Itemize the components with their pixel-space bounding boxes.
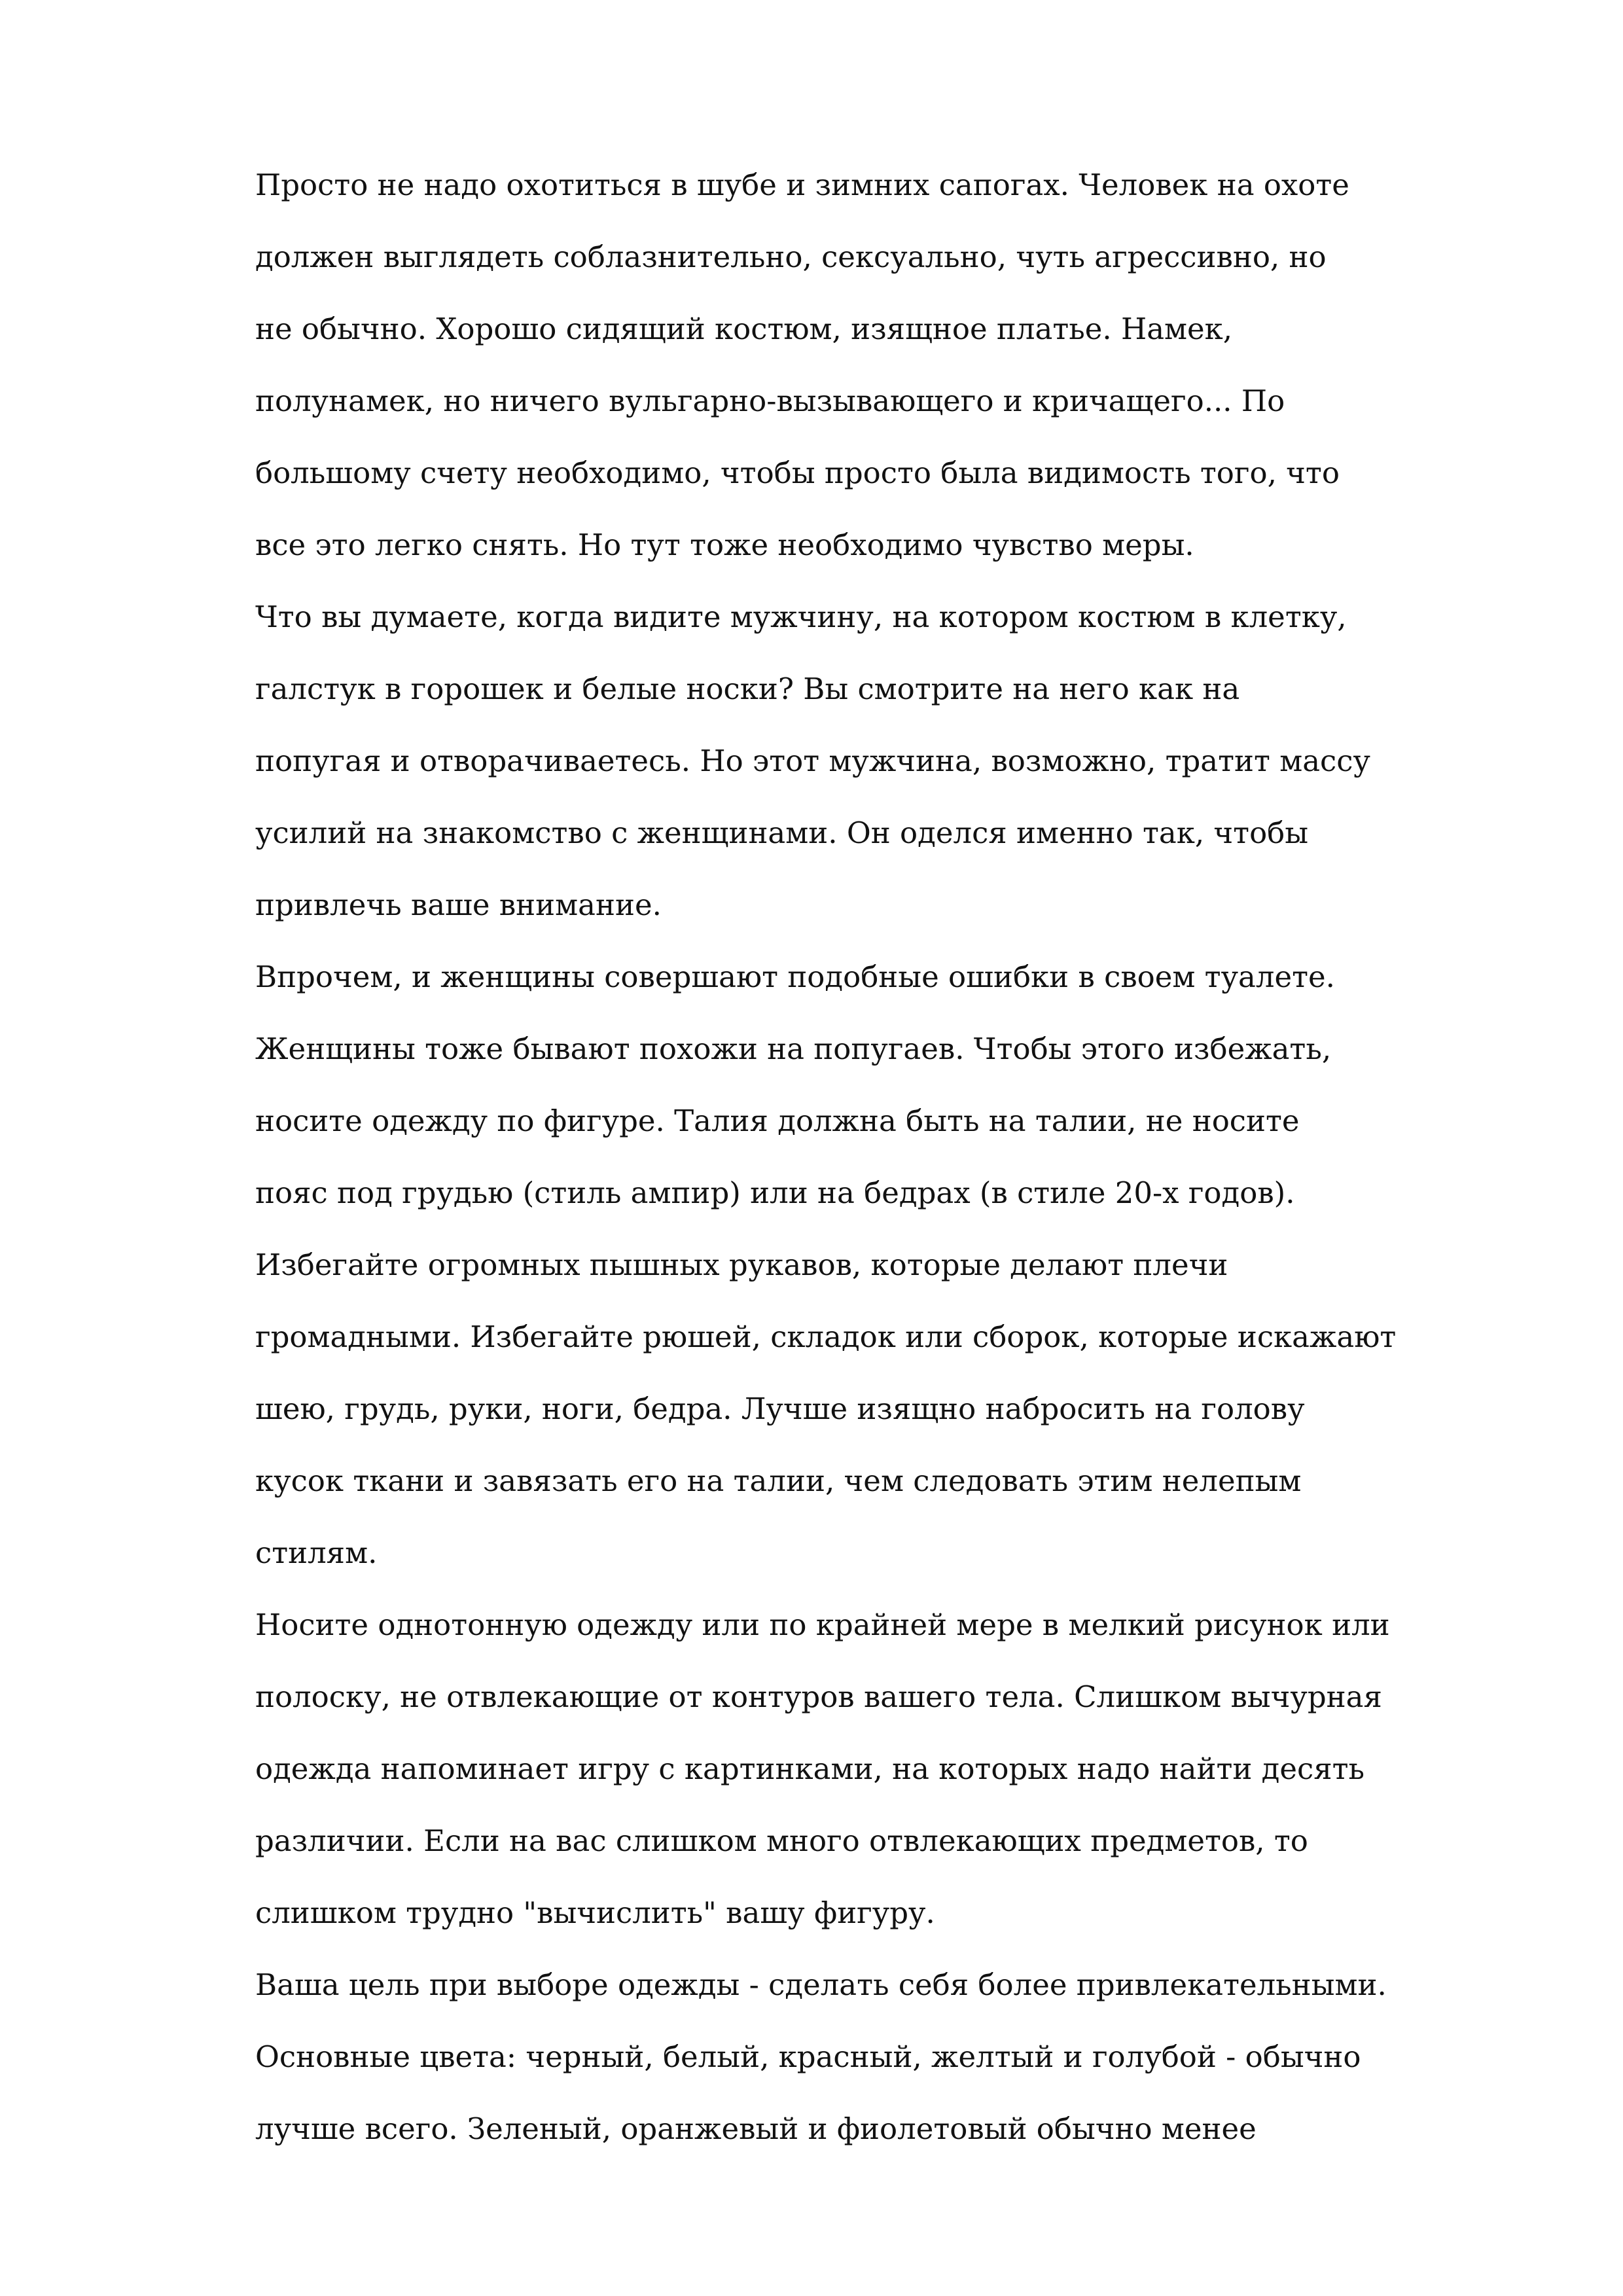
text-line: кусок ткани и завязать его на талии, чем следовать этим нелепым: [255, 1463, 1302, 1498]
text-line: все это легко снять. Но тут тоже необходимо чувство меры.: [255, 528, 1194, 562]
body-text: [255, 149, 1433, 2165]
text-line: должен выглядеть соблазнительно, сексуально, чуть агрессивно, но: [255, 240, 1327, 274]
text-line: галстук в горошек и белые носки? Вы смотрите на него как на: [255, 672, 1240, 706]
text-line: полунамек, но ничего вульгарно-вызывающего и кричащего... По: [255, 384, 1285, 418]
text-line: большому счету необходимо, чтобы просто была видимость того, что: [255, 456, 1340, 490]
text-line: стилям.: [255, 1535, 378, 1570]
text-line: Основные цвета: черный, белый, красный, желтый и голубой - обычно: [255, 2039, 1361, 2074]
text-line: пояс под грудью (стиль ампир) или на бедрах (в стиле 20-х годов).: [255, 1175, 1295, 1210]
text-line: слишком трудно "вычислить" вашу фигуру.: [255, 1895, 935, 1930]
text-line: Ваша цель при выборе одежды - сделать себя более привлекательными.: [255, 1967, 1387, 2002]
text-line: громадными. Избегайте рюшей, складок или сборок, которые искажают: [255, 1319, 1397, 1354]
text-line: усилий на знакомство с женщинами. Он оделся именно так, чтобы: [255, 816, 1309, 850]
text-line: носите одежду по фигуре. Талия должна быть на талии, не носите: [255, 1103, 1300, 1138]
text-line: лучше всего. Зеленый, оранжевый и фиолетовый обычно менее: [255, 2111, 1257, 2146]
text-line: шею, грудь, руки, ноги, бедра. Лучше изящно набросить на голову: [255, 1391, 1305, 1426]
text-line: не обычно. Хорошо сидящий костюм, изящное платье. Намек,: [255, 312, 1233, 346]
text-line: Впрочем, и женщины совершают подобные ошибки в своем туалете.: [255, 960, 1335, 994]
text-line: Женщины тоже бывают похожи на попугаев. Чтобы этого избежать,: [255, 1031, 1332, 1066]
text-line: Просто не надо охотиться в шубе и зимних сапогах. Человек на охоте: [255, 168, 1349, 202]
text-line: полоску, не отвлекающие от контуров вашего тела. Слишком вычурная: [255, 1679, 1382, 1714]
text-line: Что вы думаете, когда видите мужчину, на котором костюм в клетку,: [255, 600, 1347, 634]
text-line: попугая и отворачиваетесь. Но этот мужчина, возможно, тратит массу: [255, 744, 1370, 778]
text-line: одежда напоминает игру с картинками, на которых надо найти десять: [255, 1751, 1364, 1786]
text-line: Избегайте огромных пышных рукавов, которые делают плечи: [255, 1247, 1228, 1282]
text-line: привлечь ваше внимание.: [255, 888, 662, 922]
text-line: различии. Если на вас слишком много отвлекающих предметов, то: [255, 1823, 1308, 1858]
text-line: Носите однотонную одежду или по крайней мере в мелкий рисунок или: [255, 1607, 1390, 1642]
